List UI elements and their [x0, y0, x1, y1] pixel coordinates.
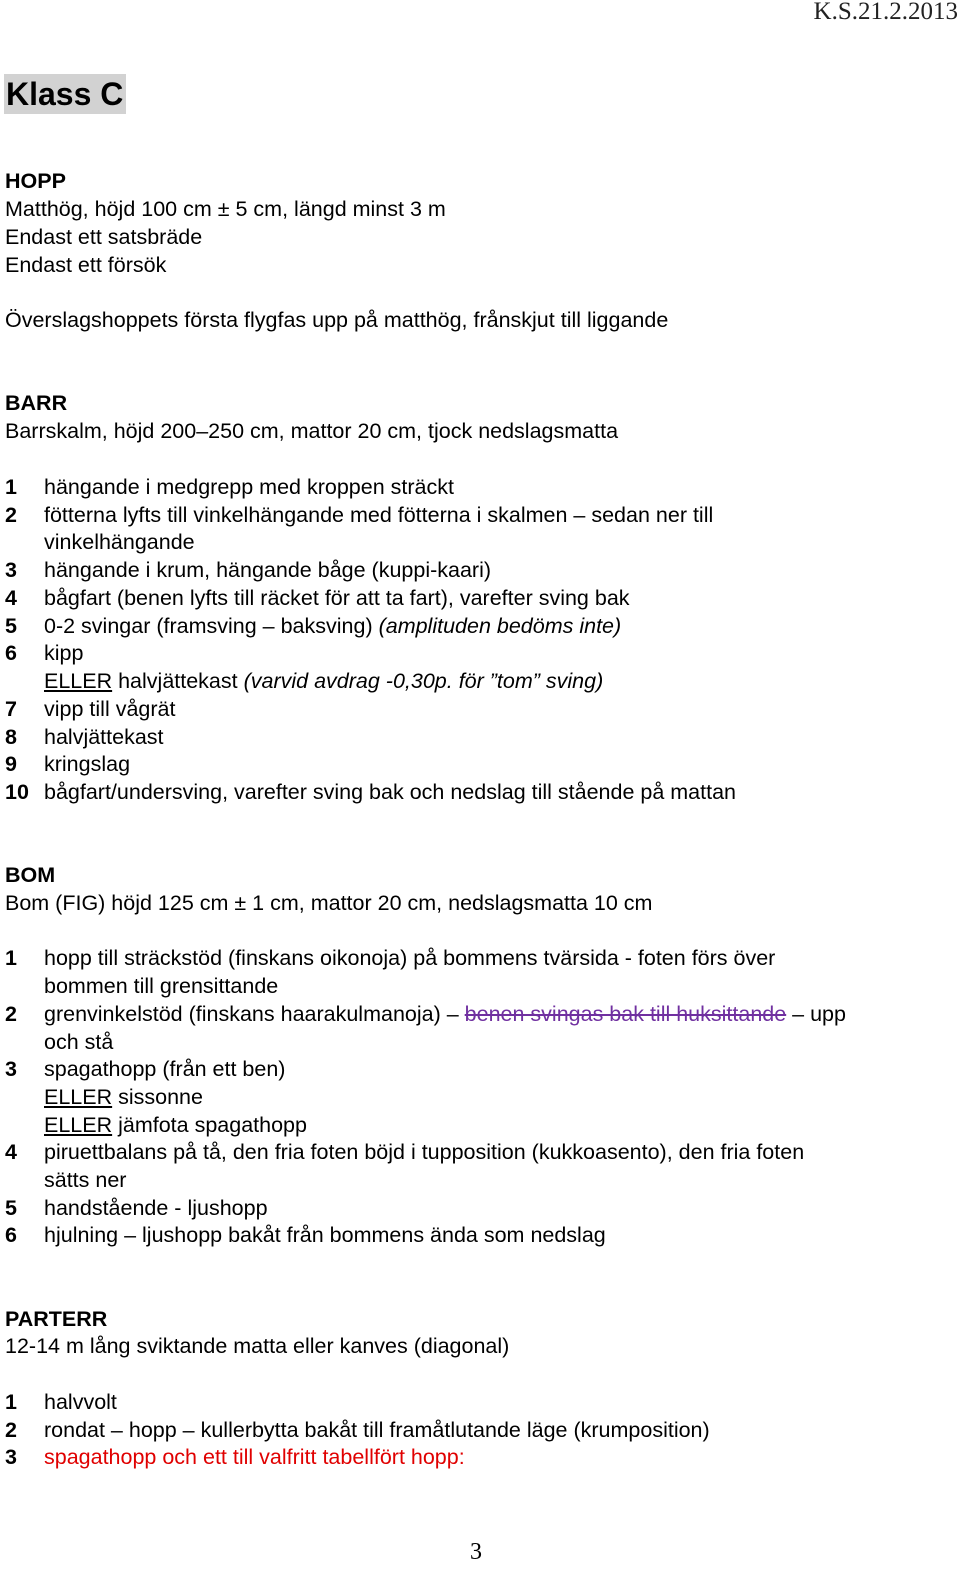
- item-number: 3: [5, 1057, 17, 1081]
- item-text: hjulning – ljushopp bakåt från bommens ända som nedslag: [44, 1223, 606, 1247]
- item-text-highlighted: spagathopp och ett till valfritt tabellfört hopp:: [44, 1445, 465, 1469]
- item-text: [44, 668, 603, 696]
- item-number: 3: [5, 1445, 17, 1469]
- page-title: Klass C: [4, 74, 126, 114]
- item-text: [44, 613, 621, 641]
- item-text: bommen till grensittande: [44, 974, 279, 998]
- barr-spec: Barrskalm, höjd 200–250 cm, mattor 20 cm, tjock nedslagsmatta: [5, 419, 619, 443]
- item-text: och stå: [44, 1030, 114, 1054]
- item-text: kringslag: [44, 752, 131, 776]
- or-label: ELLER: [44, 1085, 113, 1109]
- item-number: 10: [5, 780, 29, 804]
- item-number: 2: [5, 1418, 17, 1442]
- parterr-spec: 12-14 m lång sviktande matta eller kanves (diagonal): [5, 1334, 510, 1358]
- item-number: 2: [5, 1002, 17, 1026]
- item-text-tail: – upp: [786, 1002, 846, 1026]
- alt-text: jämfota spagathopp: [112, 1113, 307, 1137]
- item-number: 2: [5, 503, 17, 527]
- item-text: hängande i krum, hängande båge (kuppi-kaari): [44, 558, 492, 582]
- page-number: 3: [470, 1539, 482, 1565]
- item-text: vinkelhängande: [44, 530, 195, 554]
- item-text: sätts ner: [44, 1168, 127, 1192]
- item-text: bågfart (benen lyfts till räcket för att ta fart), varefter sving bak: [44, 586, 630, 610]
- item-text: [44, 1001, 846, 1029]
- hopp-line: Matthög, höjd 100 cm ± 5 cm, längd minst 3 m: [5, 197, 446, 221]
- section-heading-bom: BOM: [5, 863, 56, 887]
- item-number: 9: [5, 752, 17, 776]
- item-text: [44, 1084, 203, 1112]
- item-text: kipp: [44, 641, 84, 665]
- item-text: piruettbalans på tå, den fria foten böjd i tupposition (kukkoasento), den fria foten: [44, 1140, 805, 1164]
- item-number: 1: [5, 475, 17, 499]
- item-text: halvjättekast: [44, 725, 164, 749]
- item-number: 4: [5, 586, 17, 610]
- item-note: (varvid avdrag -0,30p. för ”tom” sving): [243, 669, 604, 693]
- item-text: hopp till sträckstöd (finskans oikonoja) på bommens tvärsida - foten förs över: [44, 946, 776, 970]
- item-number: 6: [5, 641, 17, 665]
- section-heading-hopp: HOPP: [5, 169, 66, 193]
- item-number: 8: [5, 725, 17, 749]
- item-number: 1: [5, 946, 17, 970]
- item-text-main: 0-2 svingar (framsving – baksving): [44, 614, 379, 638]
- document-code: K.S.21.2.2013: [813, 0, 958, 25]
- item-text: fötterna lyfts till vinkelhängande med fötterna i skalmen – sedan ner till: [44, 503, 714, 527]
- item-number: 4: [5, 1140, 17, 1164]
- alt-text: sissonne: [112, 1085, 203, 1109]
- item-number: 6: [5, 1223, 17, 1247]
- item-number: 7: [5, 697, 17, 721]
- bom-spec: Bom (FIG) höjd 125 cm ± 1 cm, mattor 20 cm, nedslagsmatta 10 cm: [5, 891, 653, 915]
- item-text: bågfart/undersving, varefter sving bak och nedslag till stående på mattan: [44, 780, 736, 804]
- item-text: spagathopp (från ett ben): [44, 1057, 286, 1081]
- item-text: rondat – hopp – kullerbytta bakåt till framåtlutande läge (krumposition): [44, 1418, 710, 1442]
- hopp-line: Endast ett försök: [5, 253, 167, 277]
- item-number: 5: [5, 614, 17, 638]
- item-text: [44, 1112, 307, 1140]
- item-text: handstående - ljushopp: [44, 1196, 268, 1220]
- item-text: hängande i medgrepp med kroppen sträckt: [44, 475, 454, 499]
- or-label: ELLER: [44, 669, 113, 693]
- item-number: 1: [5, 1390, 17, 1414]
- item-number: 3: [5, 558, 17, 582]
- struck-text: benen svingas bak till huksittande: [464, 1002, 787, 1026]
- item-number: 5: [5, 1196, 17, 1220]
- item-note: (amplituden bedöms inte): [378, 614, 622, 638]
- hopp-line: Endast ett satsbräde: [5, 225, 203, 249]
- item-text: halvvolt: [44, 1390, 117, 1414]
- item-text: vipp till vågrät: [44, 697, 176, 721]
- alt-text: halvjättekast: [112, 669, 244, 693]
- item-text-main: grenvinkelstöd (finskans haarakulmanoja) –: [44, 1002, 465, 1026]
- section-heading-parterr: PARTERR: [5, 1307, 108, 1331]
- section-heading-barr: BARR: [5, 391, 68, 415]
- hopp-note: Överslagshoppets första flygfas upp på matthög, frånskjut till liggande: [5, 308, 669, 332]
- or-label: ELLER: [44, 1113, 113, 1137]
